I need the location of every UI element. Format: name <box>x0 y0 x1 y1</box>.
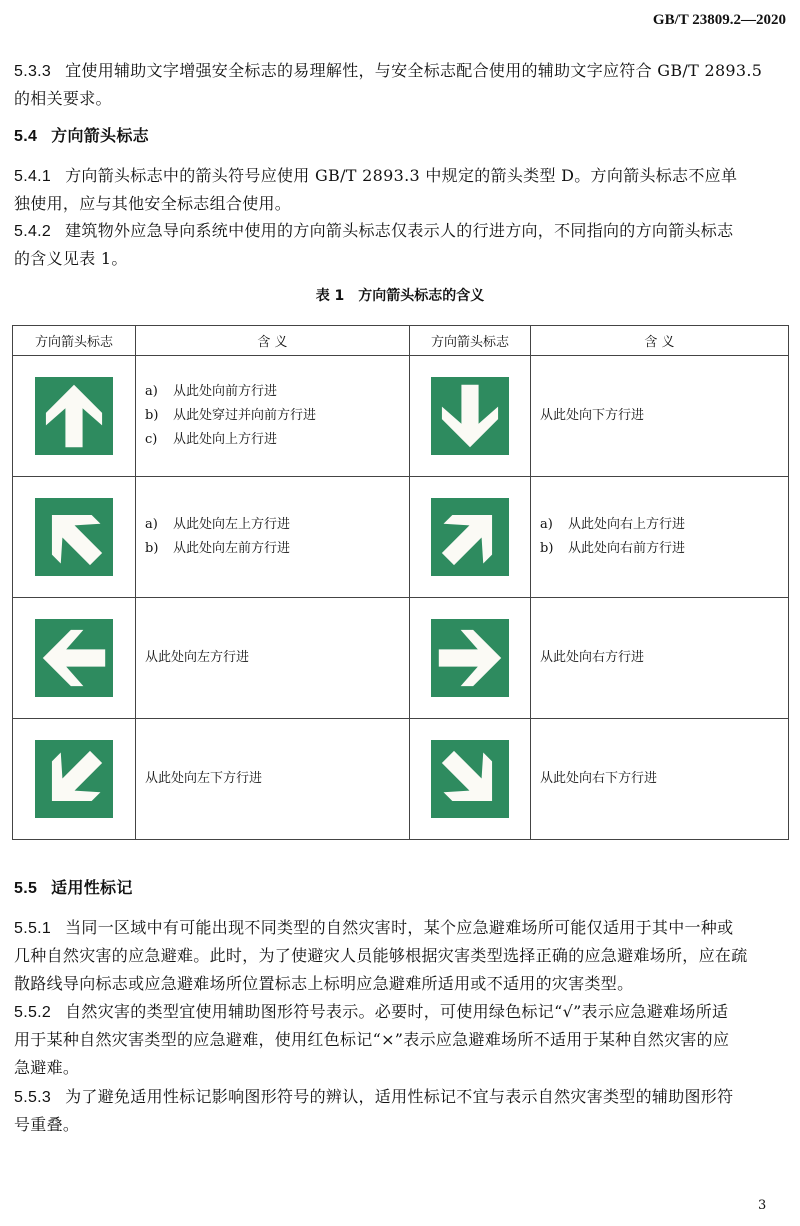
item-marker: a) <box>145 517 158 532</box>
column-header: 方向箭头标志 <box>410 326 531 356</box>
clause-number: 5.4.1 <box>14 168 52 185</box>
arrow-up-icon <box>35 377 113 455</box>
clause-5-3-3 <box>14 61 762 82</box>
table-row <box>13 598 789 719</box>
meaning-item <box>540 513 788 537</box>
clause-5-4-2 <box>14 221 733 242</box>
meaning-cell <box>531 356 789 477</box>
section-title: 适用性标记 <box>51 878 133 897</box>
arrow-left-icon <box>35 619 113 697</box>
clause-5-4-1 <box>14 166 737 187</box>
clause-number: 5.4.2 <box>14 223 52 240</box>
meaning-item <box>145 428 409 452</box>
clause-5-5-3 <box>14 1087 733 1108</box>
arrow-sign-table <box>12 325 789 840</box>
arrow-down-right-icon <box>431 740 509 818</box>
clause-number: 5.5.1 <box>14 920 52 937</box>
meaning-text: 从此处向左方行进 <box>145 650 250 665</box>
clause-text: 宜使用辅助文字增强安全标志的易理解性，与安全标志配合使用的辅助文字应符合 GB/T 2893.5 <box>65 61 763 80</box>
meaning-cell <box>136 356 410 477</box>
sign-cell <box>410 477 531 598</box>
item-text: 从此处穿过并向前方行进 <box>173 408 317 423</box>
clause-text: 为了避免适用性标记影响图形符号的辨认，适用性标记不宜与表示自然灾害类型的辅助图形符 <box>65 1087 734 1106</box>
meaning-cell <box>531 598 789 719</box>
item-marker: b) <box>145 541 159 556</box>
table-row <box>13 356 789 477</box>
clause-text: 自然灾害的类型宜使用辅助图形符号表示。必要时，可使用绿色标记“√”表示应急避难场所适 <box>65 1002 729 1021</box>
sign-cell <box>410 356 531 477</box>
clause-text: 的含义见表 1。 <box>14 249 128 268</box>
meaning-item <box>145 380 409 404</box>
column-header: 含 义 <box>531 326 789 356</box>
meaning-text: 从此处向下方行进 <box>540 408 645 423</box>
item-text: 从此处向左前方行进 <box>173 541 291 556</box>
section-5-5-heading <box>14 878 133 899</box>
arrow-down-icon <box>431 377 509 455</box>
clause-5-5-1 <box>14 918 733 939</box>
clause-text: 号重叠。 <box>14 1115 80 1134</box>
sign-cell <box>410 719 531 840</box>
meaning-text: 从此处向右下方行进 <box>540 771 658 786</box>
item-marker: a) <box>540 517 553 532</box>
item-text: 从此处向左上方行进 <box>173 517 291 532</box>
section-5-4-heading <box>14 126 149 147</box>
clause-5-5-2 <box>14 1002 728 1023</box>
arrow-right-icon <box>431 619 509 697</box>
item-marker: a) <box>145 384 158 399</box>
sign-cell <box>13 598 136 719</box>
sign-cell <box>13 477 136 598</box>
meaning-cell <box>531 719 789 840</box>
arrow-up-right-icon <box>431 498 509 576</box>
table-header-row <box>13 326 789 356</box>
section-number: 5.5 <box>14 880 38 897</box>
meaning-item <box>145 404 409 428</box>
clause-number: 5.5.2 <box>14 1004 52 1021</box>
meaning-item <box>145 537 409 561</box>
clause-text: 散路线导向标志或应急避难场所位置标志上标明应急避难所适用或不适用的灾害类型。 <box>14 974 634 993</box>
meaning-cell <box>531 477 789 598</box>
item-marker: b) <box>540 541 554 556</box>
sign-cell <box>410 598 531 719</box>
meaning-text: 从此处向左下方行进 <box>145 771 263 786</box>
clause-text: 急避难。 <box>14 1058 80 1077</box>
column-header: 方向箭头标志 <box>13 326 136 356</box>
item-text: 从此处向右前方行进 <box>568 541 686 556</box>
clause-number: 5.5.3 <box>14 1089 52 1106</box>
clause-text: 几种自然灾害的应急避难。此时，为了使避灾人员能够根据灾害类型选择正确的应急避难场所，应在疏 <box>14 946 748 965</box>
meaning-text: 从此处向右方行进 <box>540 650 645 665</box>
item-text: 从此处向上方行进 <box>173 432 278 447</box>
meaning-item <box>145 513 409 537</box>
page-number: 3 <box>758 1198 767 1213</box>
clause-text: 方向箭头标志中的箭头符号应使用 GB/T 2893.3 中规定的箭头类型 D。方向箭头标志不应单 <box>65 166 738 185</box>
clause-text: 独使用，应与其他安全标志组合使用。 <box>14 194 292 213</box>
meaning-cell <box>136 477 410 598</box>
arrow-down-left-icon <box>35 740 113 818</box>
meaning-cell <box>136 598 410 719</box>
table-row <box>13 719 789 840</box>
column-header: 含 义 <box>136 326 410 356</box>
item-marker: b) <box>145 408 159 423</box>
clause-number: 5.3.3 <box>14 63 52 80</box>
table-title: 表 1 方向箭头标志的含义 <box>315 288 485 304</box>
item-text: 从此处向前方行进 <box>173 384 278 399</box>
sign-cell <box>13 719 136 840</box>
item-text: 从此处向右上方行进 <box>568 517 686 532</box>
section-number: 5.4 <box>14 128 38 145</box>
meaning-item <box>540 537 788 561</box>
item-marker: c) <box>145 432 158 447</box>
arrow-up-left-icon <box>35 498 113 576</box>
clause-text: 的相关要求。 <box>14 89 112 108</box>
table-row <box>13 477 789 598</box>
section-title: 方向箭头标志 <box>51 126 149 145</box>
meaning-cell <box>136 719 410 840</box>
clause-text: 用于某种自然灾害类型的应急避难，使用红色标记“×”表示应急避难场所不适用于某种自然灾害的应 <box>14 1030 730 1049</box>
sign-cell <box>13 356 136 477</box>
standard-number: GB/T 23809.2—2020 <box>652 12 786 28</box>
clause-text: 建筑物外应急导向系统中使用的方向箭头标志仅表示人的行进方向，不同指向的方向箭头标志 <box>65 221 734 240</box>
clause-text: 当同一区域中有可能出现不同类型的自然灾害时，某个应急避难场所可能仅适用于其中一种或 <box>65 918 734 937</box>
